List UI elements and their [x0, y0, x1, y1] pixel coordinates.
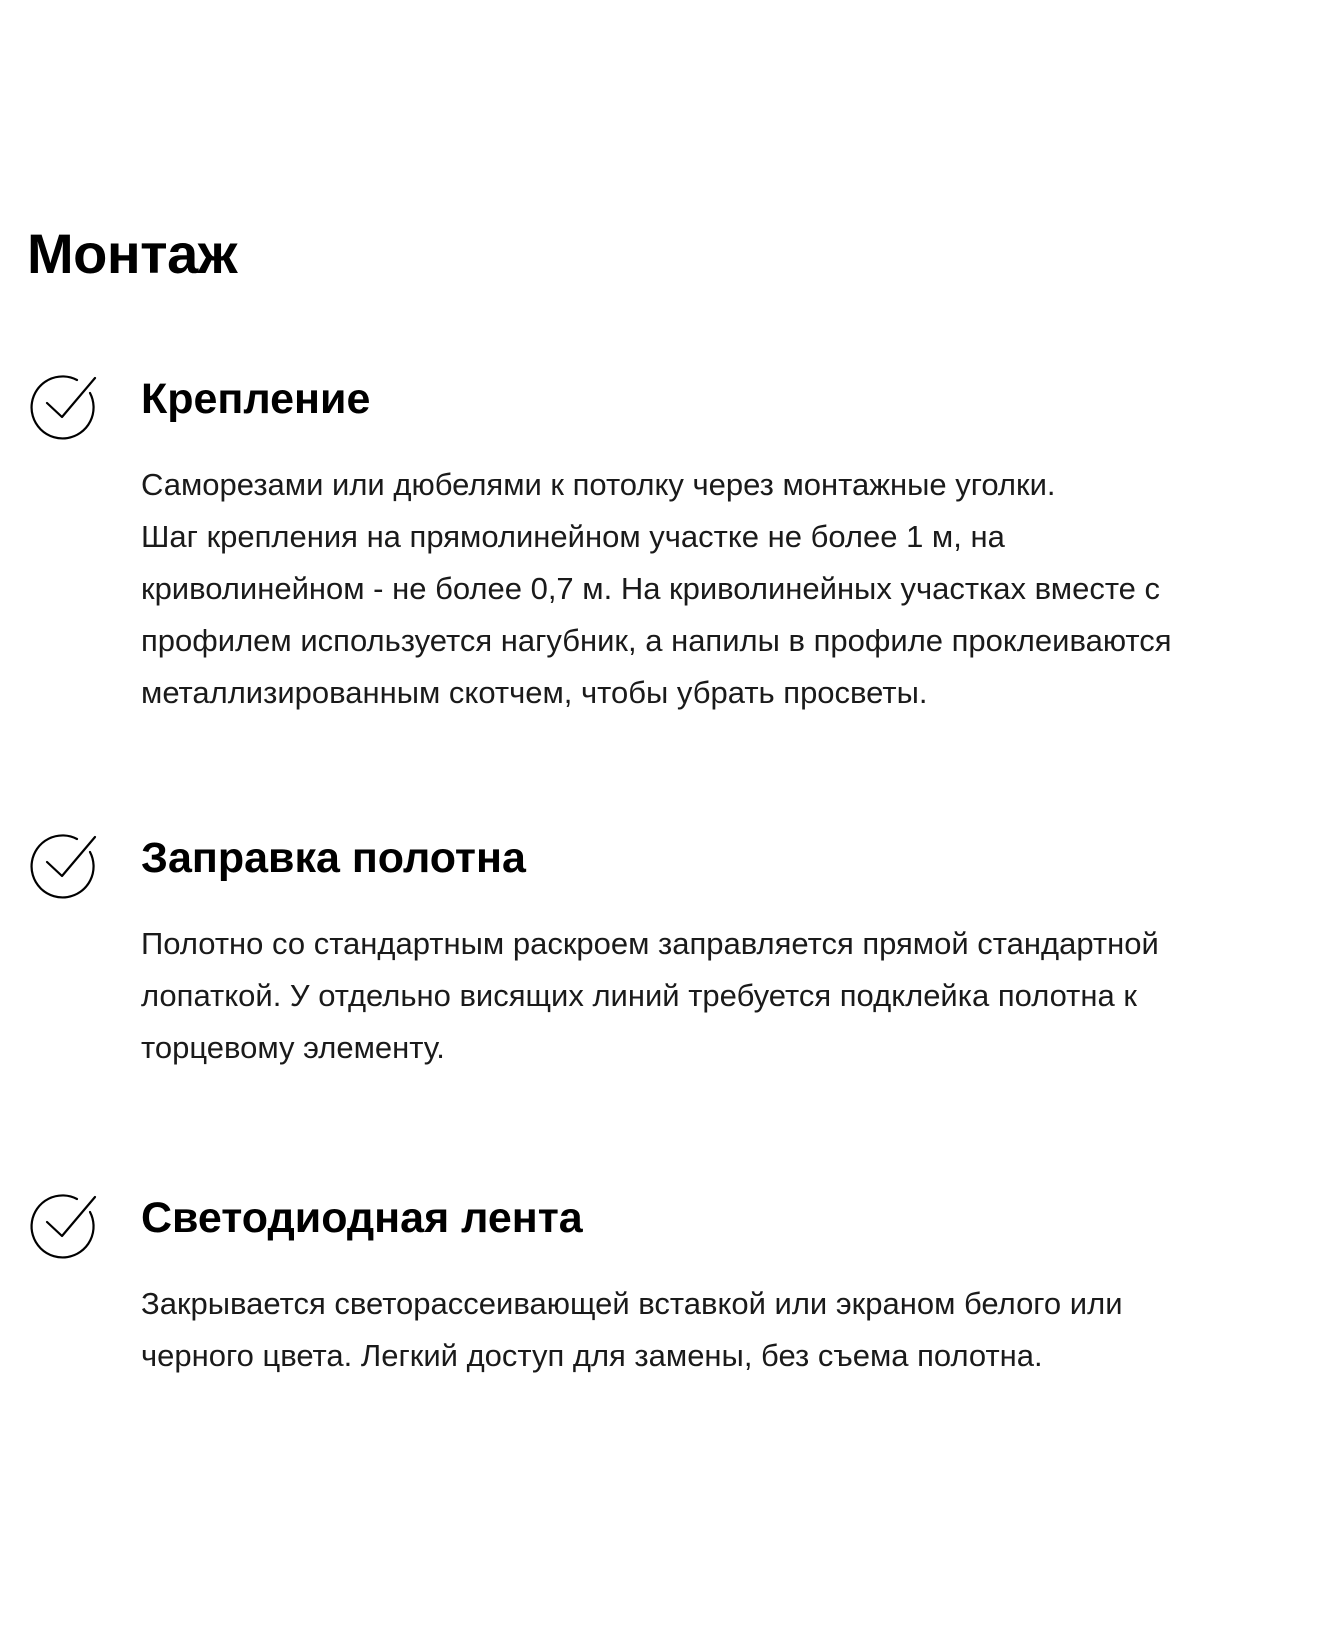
- description-line: лопаткой. У отдельно висящих линий требуется подклейка полотна к: [141, 978, 1137, 1013]
- description-line: Саморезами или дюбелями к потолку через монтажные уголки.: [141, 467, 1056, 502]
- check-circle-icon: [27, 370, 99, 442]
- description-line: криволинейном - не более 0,7 м. На криволинейных участках вместе с: [141, 571, 1161, 606]
- section-title: Светодиодная лента: [141, 1194, 583, 1242]
- section-title: Крепление: [141, 375, 371, 423]
- check-circle-icon: [27, 1189, 99, 1261]
- section-title: Заправка полотна: [141, 834, 526, 882]
- description-line: Закрывается светорассеивающей вставкой или экраном белого или: [141, 1286, 1123, 1321]
- description-line: торцевому элементу.: [141, 1030, 445, 1065]
- description-line: черного цвета. Легкий доступ для замены, без съема полотна.: [141, 1338, 1043, 1373]
- description-line: металлизированным скотчем, чтобы убрать просветы.: [141, 675, 928, 710]
- description-line: Полотно со стандартным раскроем заправляется прямой стандартной: [141, 926, 1159, 961]
- section-description: [141, 918, 1159, 1074]
- description-line: профилем используется нагубник, а напилы в профиле проклеиваются: [141, 623, 1172, 658]
- section-description: [141, 459, 1172, 719]
- description-line: Шаг крепления на прямолинейном участке не более 1 м, на: [141, 519, 1005, 554]
- page-title: Монтаж: [27, 222, 237, 285]
- check-circle-icon: [27, 829, 99, 901]
- section-description: [141, 1278, 1123, 1382]
